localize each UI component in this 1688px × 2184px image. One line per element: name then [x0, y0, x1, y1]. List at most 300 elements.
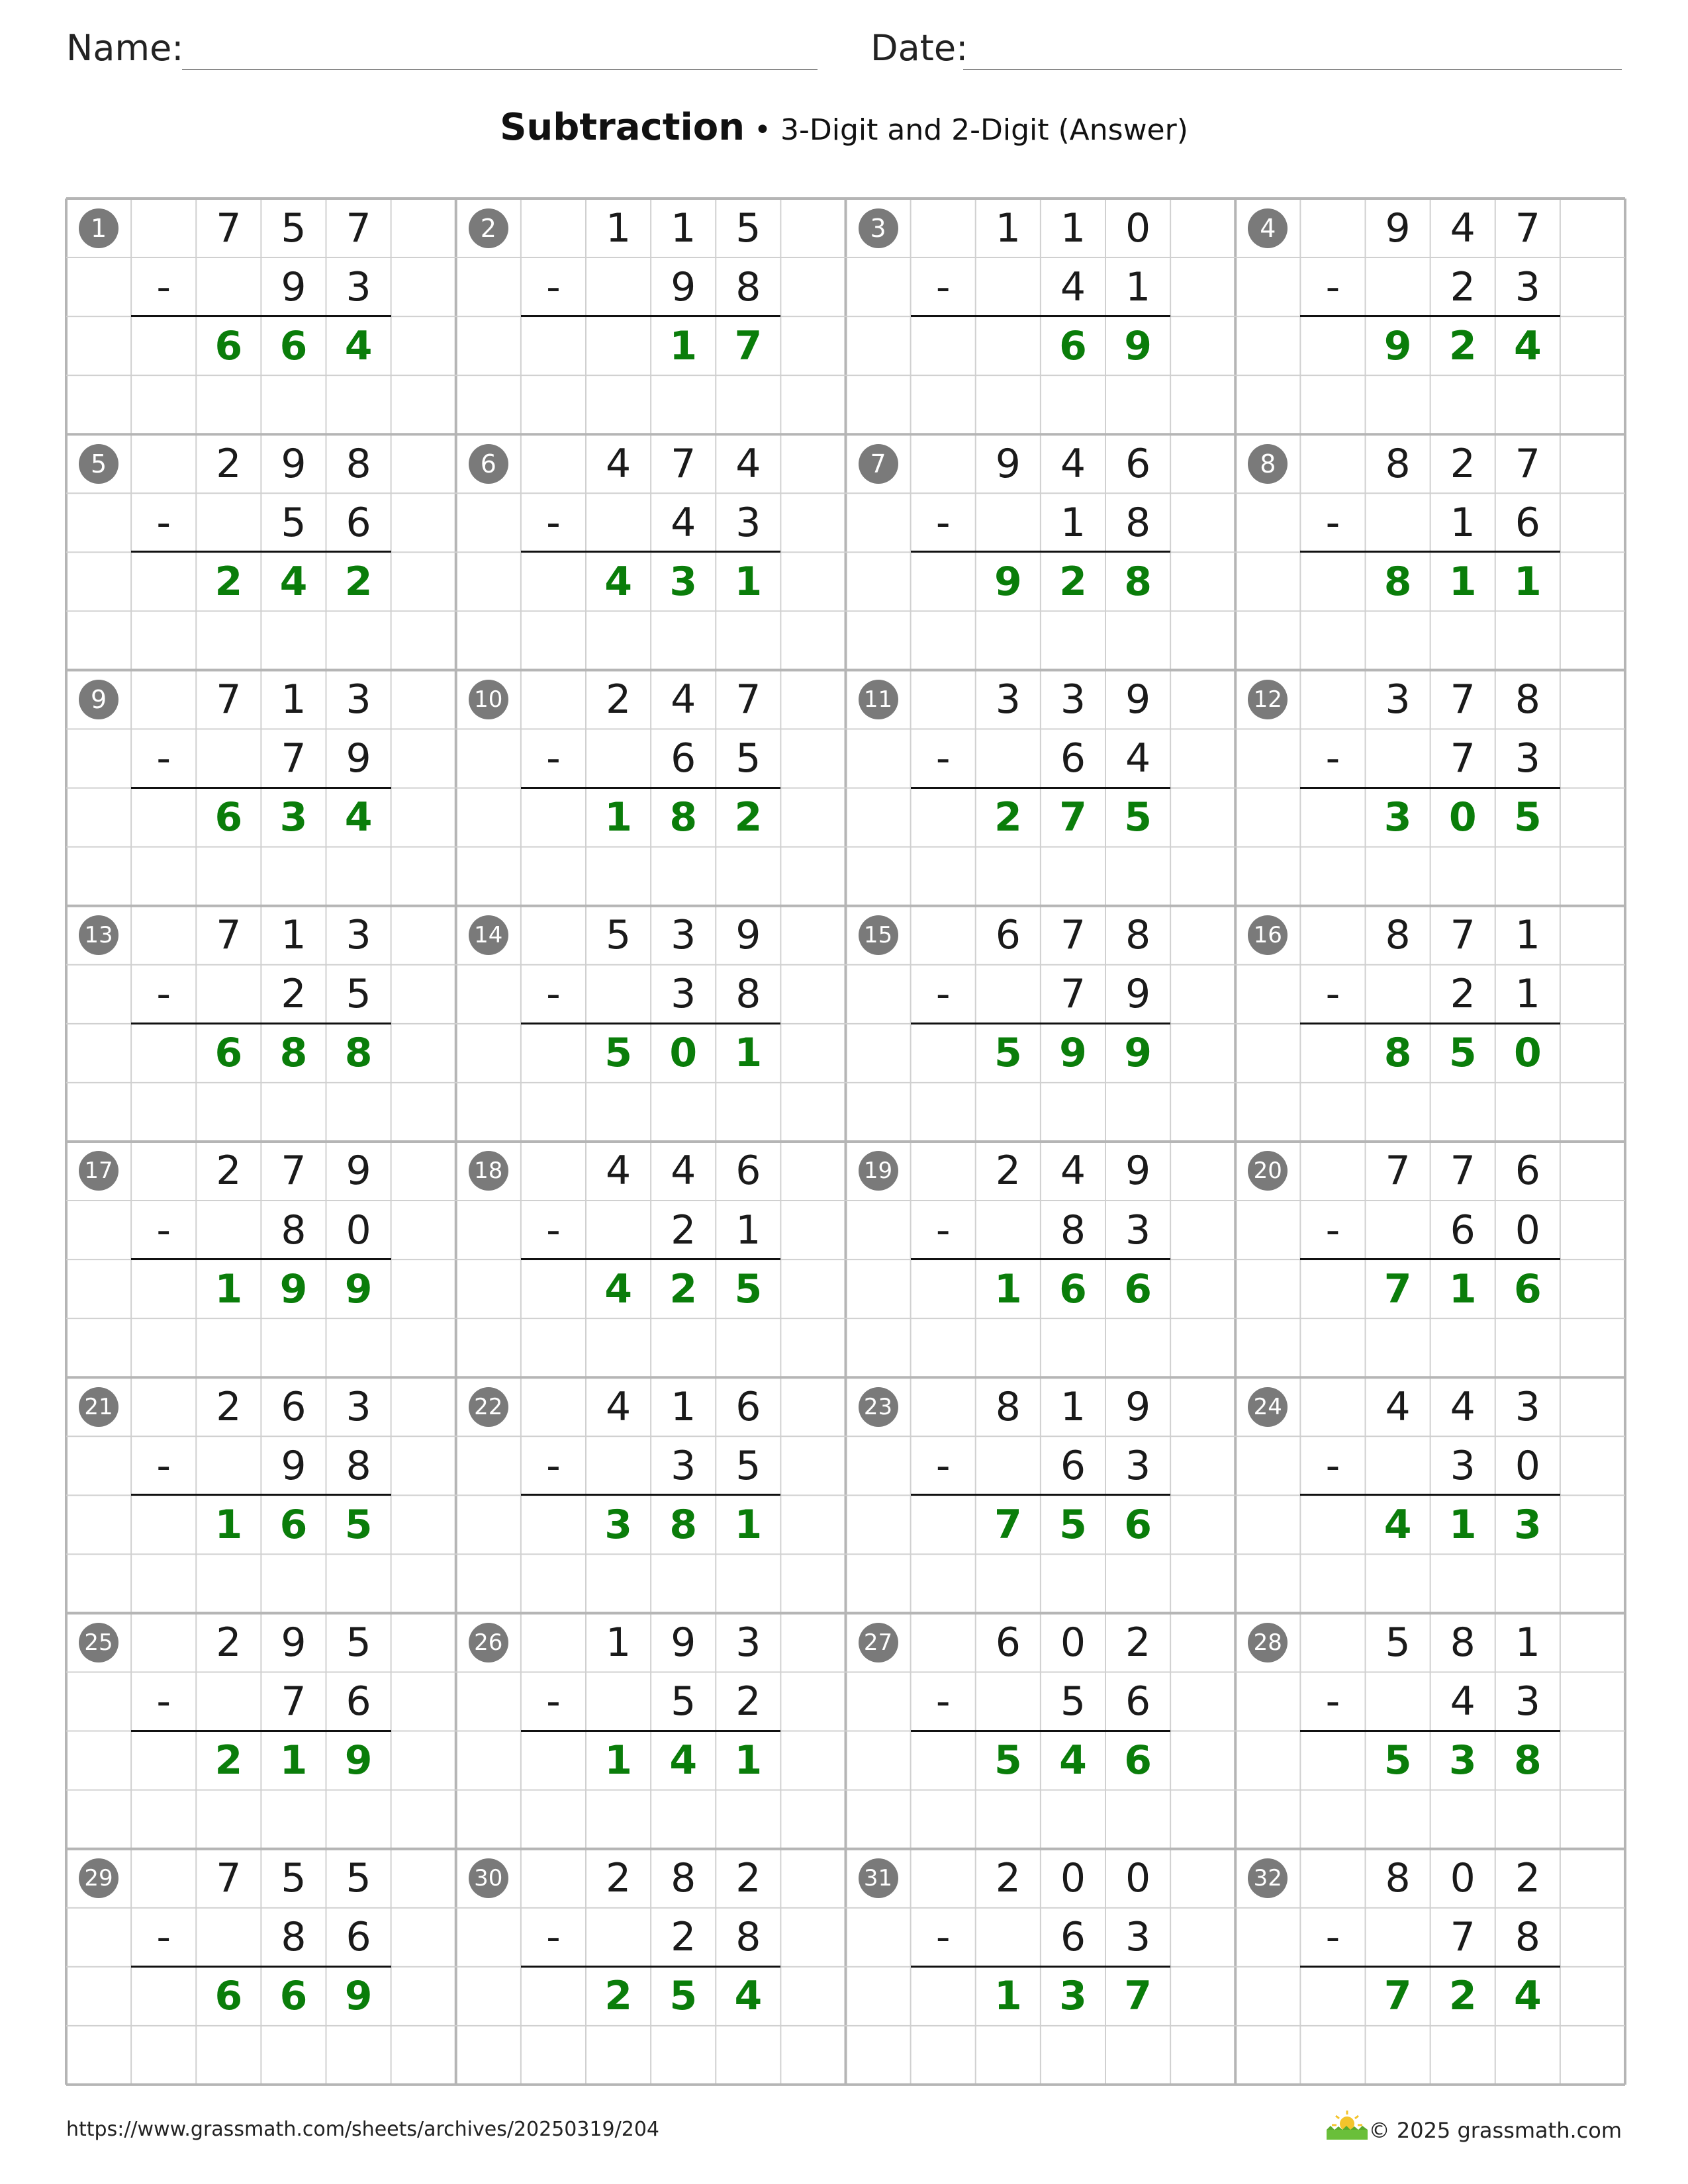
answer-digit: 5 — [1448, 1030, 1477, 1077]
problem-number-badge: 31 — [859, 1858, 898, 1898]
minuend-digit: 4 — [1385, 1383, 1411, 1430]
answer-digit: 0 — [1448, 794, 1477, 841]
minuend-digit: 0 — [1060, 1855, 1086, 1902]
subtrahend-digit: 2 — [671, 1206, 696, 1253]
answer-digit: 3 — [279, 794, 308, 841]
subtrahend-digit: 3 — [1125, 1206, 1151, 1253]
minus-sign: - — [546, 971, 561, 1018]
problem-number-badge: 20 — [1248, 1151, 1288, 1191]
answer-digit: 1 — [734, 1737, 763, 1784]
answer-digit: 8 — [669, 794, 698, 841]
minus-sign: - — [1325, 971, 1340, 1018]
answer-digit: 5 — [994, 1737, 1022, 1784]
problem-number-badge: 17 — [79, 1151, 118, 1191]
answer-digit: 7 — [1124, 1973, 1152, 2020]
footer-url: https://www.grassmath.com/sheets/archives/20250319/204 — [66, 2118, 660, 2141]
problem-number-badge: 29 — [79, 1858, 118, 1898]
problem-number-badge: 18 — [469, 1151, 508, 1191]
problem-number-badge: 23 — [859, 1387, 898, 1427]
minus-sign: - — [935, 263, 951, 310]
minuend-digit: 5 — [1385, 1619, 1411, 1666]
minus-sign: - — [935, 1206, 951, 1253]
minuend-digit: 7 — [1450, 1148, 1476, 1195]
problem-number-badge: 32 — [1248, 1858, 1288, 1898]
answer-digit: 2 — [1448, 322, 1477, 369]
minus-sign: - — [156, 1442, 171, 1489]
answer-digit: 4 — [279, 558, 308, 605]
answer-digit: 3 — [1059, 1973, 1087, 2020]
minuend-digit: 6 — [995, 1619, 1021, 1666]
minuend-digit: 8 — [995, 1383, 1021, 1430]
answer-digit: 9 — [279, 1265, 308, 1312]
minuend-digit: 3 — [346, 912, 371, 959]
minuend-digit: 7 — [1450, 676, 1476, 723]
answer-digit: 1 — [214, 1265, 243, 1312]
footer-copyright: © 2025 grassmath.com — [1368, 2118, 1622, 2143]
title-main: Subtraction — [500, 106, 745, 149]
minuend-digit: 4 — [605, 440, 632, 487]
answer-digit: 2 — [214, 558, 243, 605]
minuend-digit: 7 — [216, 205, 242, 251]
minus-sign: - — [1325, 1914, 1340, 1961]
subtrahend-digit: 2 — [281, 971, 306, 1018]
answer-digit: 6 — [279, 1973, 308, 2020]
answer-digit: 1 — [604, 794, 632, 841]
answer-digit: 6 — [214, 1973, 243, 2020]
subtrahend-digit: 6 — [346, 1914, 371, 1961]
minuend-digit: 9 — [281, 440, 306, 487]
date-label: Date: — [870, 27, 968, 69]
minuend-digit: 7 — [671, 440, 696, 487]
subtrahend-digit: 5 — [346, 971, 371, 1018]
problem-number-badge: 4 — [1248, 208, 1288, 248]
subtrahend-digit: 5 — [671, 1678, 696, 1725]
answer-digit: 8 — [1383, 1030, 1412, 1077]
subtrahend-digit: 1 — [735, 1206, 761, 1253]
answer-digit: 0 — [1513, 1030, 1542, 1077]
answer-digit: 7 — [1383, 1265, 1412, 1312]
subtrahend-digit: 8 — [1125, 499, 1151, 546]
minuend-digit: 1 — [1060, 205, 1086, 251]
answer-digit: 1 — [734, 558, 763, 605]
answer-digit: 6 — [214, 1030, 243, 1077]
problem-number-badge: 10 — [469, 680, 508, 719]
answer-digit: 5 — [669, 1973, 698, 2020]
minuend-digit: 0 — [1450, 1855, 1476, 1902]
subtrahend-digit: 9 — [346, 735, 371, 782]
answer-digit: 9 — [1383, 322, 1412, 369]
minuend-digit: 2 — [216, 440, 242, 487]
minuend-digit: 5 — [346, 1855, 371, 1902]
minuend-digit: 8 — [1125, 912, 1151, 959]
answer-digit: 5 — [994, 1030, 1022, 1077]
minuend-digit: 7 — [735, 676, 761, 723]
answer-digit: 6 — [279, 1501, 308, 1548]
minuend-digit: 4 — [605, 1148, 632, 1195]
problem-number-badge: 19 — [859, 1151, 898, 1191]
minuend-digit: 3 — [995, 676, 1021, 723]
answer-digit: 6 — [1124, 1501, 1152, 1548]
problem-number-badge: 25 — [79, 1623, 118, 1662]
subtrahend-digit: 8 — [1515, 1914, 1540, 1961]
minus-sign: - — [1325, 499, 1340, 546]
problem-number-badge: 2 — [469, 208, 508, 248]
minuend-digit: 6 — [735, 1383, 761, 1430]
minus-sign: - — [935, 499, 951, 546]
minuend-digit: 8 — [1515, 676, 1540, 723]
minus-sign: - — [156, 263, 171, 310]
subtrahend-digit: 3 — [1450, 1442, 1476, 1489]
problem-number-badge: 6 — [469, 444, 508, 484]
answer-digit: 9 — [1059, 1030, 1087, 1077]
subtrahend-digit: 3 — [671, 971, 696, 1018]
answer-digit: 7 — [994, 1501, 1022, 1548]
subtrahend-digit: 9 — [1125, 971, 1151, 1018]
minuend-digit: 8 — [346, 440, 371, 487]
answer-digit: 3 — [604, 1501, 632, 1548]
problem-number-badge: 16 — [1248, 915, 1288, 955]
minuend-digit: 7 — [1515, 440, 1540, 487]
subtrahend-digit: 2 — [735, 1678, 761, 1725]
subtrahend-digit: 2 — [1450, 971, 1476, 1018]
minuend-digit: 7 — [281, 1148, 306, 1195]
minuend-digit: 5 — [281, 205, 306, 251]
minuend-digit: 3 — [1515, 1383, 1540, 1430]
subtrahend-digit: 5 — [735, 735, 761, 782]
answer-digit: 1 — [1448, 1501, 1477, 1548]
answer-digit: 5 — [734, 1265, 763, 1312]
subtrahend-digit: 3 — [1125, 1442, 1151, 1489]
minuend-digit: 8 — [1385, 1855, 1411, 1902]
minuend-digit: 9 — [995, 440, 1021, 487]
subtrahend-digit: 8 — [735, 1914, 761, 1961]
answer-digit: 1 — [994, 1265, 1022, 1312]
minuend-digit: 1 — [281, 912, 306, 959]
subtrahend-digit: 5 — [281, 499, 306, 546]
answer-digit: 2 — [604, 1973, 632, 2020]
minus-sign: - — [156, 971, 171, 1018]
minuend-digit: 7 — [346, 205, 371, 251]
minuend-digit: 9 — [735, 912, 761, 959]
minuend-digit: 4 — [1450, 205, 1476, 251]
minuend-digit: 2 — [216, 1383, 242, 1430]
answer-digit: 1 — [604, 1737, 632, 1784]
subtrahend-digit: 8 — [735, 263, 761, 310]
minuend-digit: 9 — [1125, 1383, 1151, 1430]
minuend-digit: 6 — [995, 912, 1021, 959]
answer-digit: 1 — [994, 1973, 1022, 2020]
answer-digit: 2 — [1059, 558, 1087, 605]
minuend-digit: 2 — [1515, 1855, 1540, 1902]
minus-sign: - — [156, 735, 171, 782]
minuend-digit: 6 — [1125, 440, 1151, 487]
subtrahend-digit: 4 — [1060, 263, 1086, 310]
problem-number-badge: 12 — [1248, 680, 1288, 719]
minus-sign: - — [546, 263, 561, 310]
minuend-digit: 7 — [216, 1855, 242, 1902]
minus-sign: - — [935, 735, 951, 782]
minus-sign: - — [935, 971, 951, 1018]
problem-number-badge: 30 — [469, 1858, 508, 1898]
subtrahend-digit: 7 — [1060, 971, 1086, 1018]
minuend-digit: 3 — [346, 1383, 371, 1430]
problem-number-badge: 15 — [859, 915, 898, 955]
answer-digit: 6 — [1059, 1265, 1087, 1312]
subtrahend-digit: 7 — [281, 735, 306, 782]
answer-digit: 2 — [669, 1265, 698, 1312]
minuend-digit: 9 — [1385, 205, 1411, 251]
minuend-digit: 9 — [281, 1619, 306, 1666]
subtrahend-digit: 6 — [671, 735, 696, 782]
subtrahend-digit: 3 — [735, 499, 761, 546]
subtrahend-digit: 3 — [1125, 1914, 1151, 1961]
minuend-digit: 1 — [1515, 1619, 1540, 1666]
subtrahend-digit: 9 — [281, 1442, 306, 1489]
minus-sign: - — [546, 1442, 561, 1489]
grass-sun-logo-icon — [1324, 2108, 1370, 2141]
subtrahend-digit: 8 — [346, 1442, 371, 1489]
minus-sign: - — [1325, 1678, 1340, 1725]
minuend-digit: 2 — [1450, 440, 1476, 487]
minuend-digit: 3 — [346, 676, 371, 723]
answer-digit: 6 — [1124, 1737, 1152, 1784]
answer-digit: 7 — [1059, 794, 1087, 841]
subtrahend-digit: 1 — [1515, 971, 1540, 1018]
answer-digit: 4 — [1513, 322, 1542, 369]
minuend-digit: 3 — [1385, 676, 1411, 723]
minuend-digit: 3 — [1060, 676, 1086, 723]
answer-digit: 2 — [734, 794, 763, 841]
answer-digit: 1 — [734, 1501, 763, 1548]
subtrahend-digit: 4 — [671, 499, 696, 546]
minuend-digit: 9 — [346, 1148, 371, 1195]
subtrahend-digit: 3 — [671, 1442, 696, 1489]
minuend-digit: 0 — [1060, 1619, 1086, 1666]
minuend-digit: 8 — [1385, 912, 1411, 959]
minuend-digit: 9 — [671, 1619, 696, 1666]
subtrahend-digit: 5 — [735, 1442, 761, 1489]
minus-sign: - — [935, 1678, 951, 1725]
problem-number-badge: 24 — [1248, 1387, 1288, 1427]
minuend-digit: 2 — [605, 1855, 632, 1902]
minus-sign: - — [156, 1206, 171, 1253]
minuend-digit: 4 — [671, 1148, 696, 1195]
answer-digit: 1 — [214, 1501, 243, 1548]
answer-digit: 8 — [279, 1030, 308, 1077]
minuend-digit: 1 — [1060, 1383, 1086, 1430]
minuend-digit: 0 — [1125, 205, 1151, 251]
problem-number-badge: 28 — [1248, 1623, 1288, 1662]
minus-sign: - — [1325, 735, 1340, 782]
answer-digit: 9 — [344, 1265, 373, 1312]
answer-digit: 8 — [344, 1030, 373, 1077]
problem-number-badge: 5 — [79, 444, 118, 484]
minus-sign: - — [546, 735, 561, 782]
minuend-digit: 4 — [605, 1383, 632, 1430]
answer-digit: 8 — [1124, 558, 1152, 605]
answer-digit: 3 — [669, 558, 698, 605]
answer-digit: 3 — [1448, 1737, 1477, 1784]
answer-digit: 6 — [279, 322, 308, 369]
answer-digit: 4 — [344, 794, 373, 841]
minuend-digit: 7 — [1060, 912, 1086, 959]
answer-digit: 4 — [669, 1737, 698, 1784]
minuend-digit: 1 — [1515, 912, 1540, 959]
minuend-digit: 7 — [1515, 205, 1540, 251]
answer-digit: 2 — [994, 794, 1022, 841]
problem-number-badge: 22 — [469, 1387, 508, 1427]
name-label: Name: — [66, 27, 184, 69]
minuend-digit: 7 — [216, 912, 242, 959]
subtrahend-digit: 0 — [1515, 1442, 1540, 1489]
answer-digit: 1 — [1448, 558, 1477, 605]
answer-digit: 1 — [279, 1737, 308, 1784]
answer-digit: 5 — [1383, 1737, 1412, 1784]
minuend-digit: 7 — [1450, 912, 1476, 959]
subtrahend-digit: 6 — [1060, 1914, 1086, 1961]
subtrahend-digit: 6 — [1450, 1206, 1476, 1253]
subtrahend-digit: 7 — [1450, 1914, 1476, 1961]
answer-digit: 2 — [1448, 1973, 1477, 2020]
answer-digit: 1 — [1448, 1265, 1477, 1312]
minus-sign: - — [156, 1678, 171, 1725]
problem-number-badge: 21 — [79, 1387, 118, 1427]
minuend-digit: 1 — [281, 676, 306, 723]
answer-digit: 9 — [994, 558, 1022, 605]
subtrahend-digit: 5 — [1060, 1678, 1086, 1725]
minuend-digit: 5 — [605, 912, 632, 959]
answer-digit: 2 — [214, 1737, 243, 1784]
answer-digit: 8 — [1513, 1737, 1542, 1784]
minuend-digit: 9 — [1125, 1148, 1151, 1195]
subtrahend-digit: 8 — [281, 1914, 306, 1961]
subtrahend-digit: 6 — [1060, 1442, 1086, 1489]
minuend-digit: 2 — [605, 676, 632, 723]
problem-number-badge: 11 — [859, 680, 898, 719]
answer-digit: 4 — [734, 1973, 763, 2020]
subtrahend-digit: 6 — [1125, 1678, 1151, 1725]
minus-sign: - — [1325, 1442, 1340, 1489]
subtrahend-digit: 7 — [1450, 735, 1476, 782]
minus-sign: - — [935, 1442, 951, 1489]
minuend-digit: 8 — [1385, 440, 1411, 487]
answer-digit: 8 — [669, 1501, 698, 1548]
title-subtitle: • 3-Digit and 2-Digit (Answer) — [745, 113, 1188, 147]
minuend-digit: 4 — [671, 676, 696, 723]
subtrahend-digit: 4 — [1450, 1678, 1476, 1725]
minuend-digit: 1 — [671, 205, 696, 251]
minuend-digit: 4 — [1450, 1383, 1476, 1430]
subtrahend-digit: 8 — [735, 971, 761, 1018]
subtrahend-digit: 0 — [346, 1206, 371, 1253]
subtrahend-digit: 6 — [346, 499, 371, 546]
answer-digit: 5 — [344, 1501, 373, 1548]
answer-digit: 4 — [604, 1265, 632, 1312]
subtrahend-digit: 2 — [1450, 263, 1476, 310]
minuend-digit: 3 — [671, 912, 696, 959]
subtrahend-digit: 3 — [346, 263, 371, 310]
subtrahend-digit: 1 — [1450, 499, 1476, 546]
answer-digit: 1 — [669, 322, 698, 369]
minuend-digit: 9 — [1125, 676, 1151, 723]
minuend-digit: 8 — [671, 1855, 696, 1902]
minuend-digit: 2 — [995, 1148, 1021, 1195]
subtrahend-digit: 9 — [281, 263, 306, 310]
problem-number-badge: 3 — [859, 208, 898, 248]
minuend-digit: 7 — [1385, 1148, 1411, 1195]
answer-digit: 9 — [1124, 322, 1152, 369]
minuend-digit: 0 — [1125, 1855, 1151, 1902]
answer-digit: 9 — [344, 1737, 373, 1784]
subtrahend-digit: 3 — [1515, 735, 1540, 782]
answer-digit: 6 — [1059, 322, 1087, 369]
minuend-digit: 5 — [346, 1619, 371, 1666]
minuend-digit: 1 — [995, 205, 1021, 251]
problem-number-badge: 13 — [79, 915, 118, 955]
answer-digit: 6 — [1124, 1265, 1152, 1312]
subtrahend-digit: 3 — [1515, 263, 1540, 310]
subtrahend-digit: 8 — [1060, 1206, 1086, 1253]
problem-number-badge: 9 — [79, 680, 118, 719]
answer-digit: 2 — [344, 558, 373, 605]
answer-digit: 7 — [734, 322, 763, 369]
minuend-digit: 1 — [605, 205, 632, 251]
subtrahend-digit: 1 — [1125, 263, 1151, 310]
answer-digit: 5 — [604, 1030, 632, 1077]
minuend-digit: 1 — [671, 1383, 696, 1430]
subtrahend-digit: 6 — [1060, 735, 1086, 782]
minuend-digit: 6 — [1515, 1148, 1540, 1195]
answer-digit: 5 — [1124, 794, 1152, 841]
answer-digit: 9 — [344, 1973, 373, 2020]
minuend-digit: 5 — [281, 1855, 306, 1902]
subtrahend-digit: 3 — [1515, 1678, 1540, 1725]
minuend-digit: 8 — [1450, 1619, 1476, 1666]
problem-number-badge: 1 — [79, 208, 118, 248]
answer-digit: 1 — [1513, 558, 1542, 605]
answer-digit: 4 — [1383, 1501, 1412, 1548]
answer-digit: 5 — [1513, 794, 1542, 841]
answer-digit: 4 — [1059, 1737, 1087, 1784]
minus-sign: - — [546, 1678, 561, 1725]
minuend-digit: 5 — [735, 205, 761, 251]
minuend-digit: 2 — [216, 1619, 242, 1666]
minuend-digit: 3 — [735, 1619, 761, 1666]
answer-digit: 3 — [1383, 794, 1412, 841]
answer-digit: 6 — [1513, 1265, 1542, 1312]
subtrahend-digit: 8 — [281, 1206, 306, 1253]
problem-number-badge: 7 — [859, 444, 898, 484]
subtrahend-digit: 2 — [671, 1914, 696, 1961]
minuend-digit: 4 — [735, 440, 761, 487]
answer-digit: 0 — [669, 1030, 698, 1077]
answer-digit: 8 — [1383, 558, 1412, 605]
minus-sign: - — [546, 1914, 561, 1961]
minuend-digit: 4 — [1060, 440, 1086, 487]
minuend-digit: 7 — [216, 676, 242, 723]
minuend-digit: 2 — [1125, 1619, 1151, 1666]
answer-digit: 6 — [214, 322, 243, 369]
minuend-digit: 6 — [281, 1383, 306, 1430]
minuend-digit: 2 — [216, 1148, 242, 1195]
answer-digit: 4 — [344, 322, 373, 369]
subtrahend-digit: 1 — [1060, 499, 1086, 546]
answer-digit: 1 — [734, 1030, 763, 1077]
minuend-digit: 4 — [1060, 1148, 1086, 1195]
subtrahend-digit: 7 — [281, 1678, 306, 1725]
minus-sign: - — [546, 1206, 561, 1253]
subtrahend-digit: 4 — [1125, 735, 1151, 782]
